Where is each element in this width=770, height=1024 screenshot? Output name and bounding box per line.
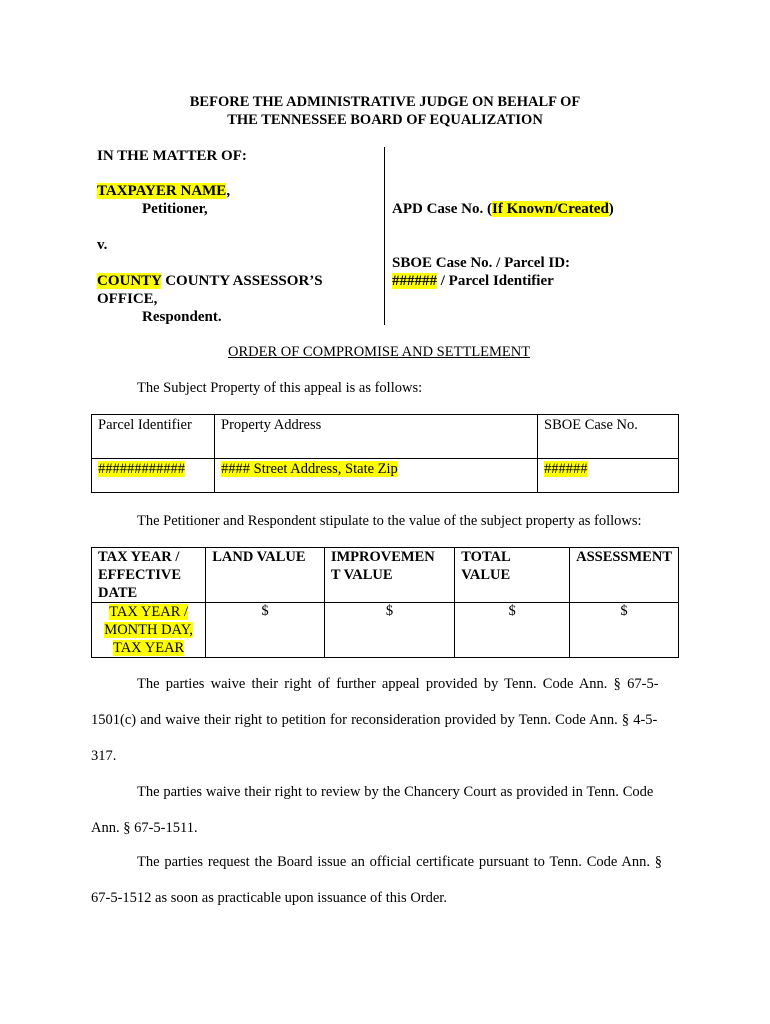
value-table-row <box>92 603 679 658</box>
value-header-land: LAND VALUE <box>206 548 325 603</box>
value-header-improvement-l2: T VALUE <box>330 567 393 583</box>
property-table <box>91 414 679 493</box>
paragraph-2-line-2: Ann. § 67-5-1511. <box>91 820 198 836</box>
property-cell-sboe <box>538 459 679 493</box>
intro-stipulation: The Petitioner and Respondent stipulate to the value of the subject property as follows: <box>137 513 642 529</box>
petitioner-label: Petitioner, <box>142 201 208 217</box>
value-header-total <box>455 548 570 603</box>
taxpayer-line <box>97 183 230 200</box>
apd-case-line <box>392 201 614 218</box>
address-value: #### Street Address, State Zip <box>221 461 398 477</box>
value-header-tax-year-l2: EFFECTIVE <box>98 567 181 583</box>
property-header-sboe: SBOE Case No. <box>538 415 679 459</box>
value-header-improvement <box>324 548 454 603</box>
paragraph-2-line-1: The parties waive their right to review by the Chancery Court as provided in Tenn. Code <box>137 784 654 800</box>
parcel-identifier-text: / Parcel Identifier <box>437 273 554 289</box>
order-title: ORDER OF COMPROMISE AND SETTLEMENT <box>228 344 531 360</box>
sboe-value: ###### <box>544 461 588 477</box>
apd-case-value: If Known/Created <box>491 201 609 217</box>
value-header-improvement-l1: IMPROVEMEN <box>330 549 435 565</box>
caption-divider <box>384 147 385 325</box>
value-cell-improvement: $ <box>324 603 454 658</box>
versus-label: v. <box>97 237 108 253</box>
matter-label: IN THE MATTER OF: <box>97 148 247 164</box>
county-name: COUNTY <box>97 273 162 289</box>
document-heading-line-2: THE TENNESSEE BOARD OF EQUALIZATION <box>227 112 543 128</box>
sboe-case-value: ###### <box>392 273 437 289</box>
taxpayer-comma: , <box>226 183 231 199</box>
property-table-header-row <box>92 415 679 459</box>
tax-year-l2: MONTH DAY, <box>104 622 193 638</box>
value-header-tax-year-l1: TAX YEAR / <box>98 549 180 565</box>
property-header-address: Property Address <box>215 415 538 459</box>
paragraph-1-line-3: 317. <box>91 748 117 764</box>
paragraph-3-line-2: 67-5-1512 as soon as practicable upon issuance of this Order. <box>91 890 447 906</box>
value-cell-assessment: $ <box>570 603 679 658</box>
value-header-tax-year-l3: DATE <box>98 585 138 601</box>
property-cell-address <box>215 459 538 493</box>
apd-case-close: ) <box>608 201 614 217</box>
paragraph-3-line-1: The parties request the Board issue an official certificate pursuant to Tenn. Code Ann. § <box>137 854 663 870</box>
value-table <box>91 547 679 658</box>
tax-year-l3: TAX YEAR <box>113 640 185 656</box>
property-header-parcel: Parcel Identifier <box>92 415 215 459</box>
intro-subject-property: The Subject Property of this appeal is as follows: <box>137 380 423 396</box>
value-header-total-l2: VALUE <box>461 567 511 583</box>
county-assessor-text: COUNTY ASSESSOR’S <box>161 273 323 289</box>
tax-year-l1: TAX YEAR / <box>109 604 189 620</box>
sboe-case-label: SBOE Case No. / Parcel ID: <box>392 255 571 271</box>
county-line <box>97 273 323 290</box>
paragraph-1-line-1: The parties waive their right of further appeal provided by Tenn. Code Ann. § 67-5- <box>137 676 659 692</box>
paragraph-1-line-2: 1501(c) and waive their right to petition for reconsideration provided by Tenn. Code Ann. § 4-5- <box>91 712 658 728</box>
value-cell-land: $ <box>206 603 325 658</box>
value-header-tax-year <box>92 548 206 603</box>
document-heading-line-1: BEFORE THE ADMINISTRATIVE JUDGE ON BEHALF OF <box>189 94 581 110</box>
taxpayer-name: TAXPAYER NAME <box>97 183 227 199</box>
sboe-case-line <box>392 273 554 290</box>
value-header-total-l1: TOTAL <box>461 549 511 565</box>
parcel-value: ############ <box>98 461 185 477</box>
apd-case-label: APD Case No. ( <box>392 201 492 217</box>
value-header-assessment: ASSESSMENT <box>570 548 679 603</box>
value-table-header-row <box>92 548 679 603</box>
property-cell-parcel <box>92 459 215 493</box>
value-cell-total: $ <box>455 603 570 658</box>
office-label: OFFICE, <box>97 291 158 307</box>
respondent-label: Respondent. <box>142 309 222 325</box>
value-cell-tax-year <box>92 603 206 658</box>
property-table-row <box>92 459 679 493</box>
